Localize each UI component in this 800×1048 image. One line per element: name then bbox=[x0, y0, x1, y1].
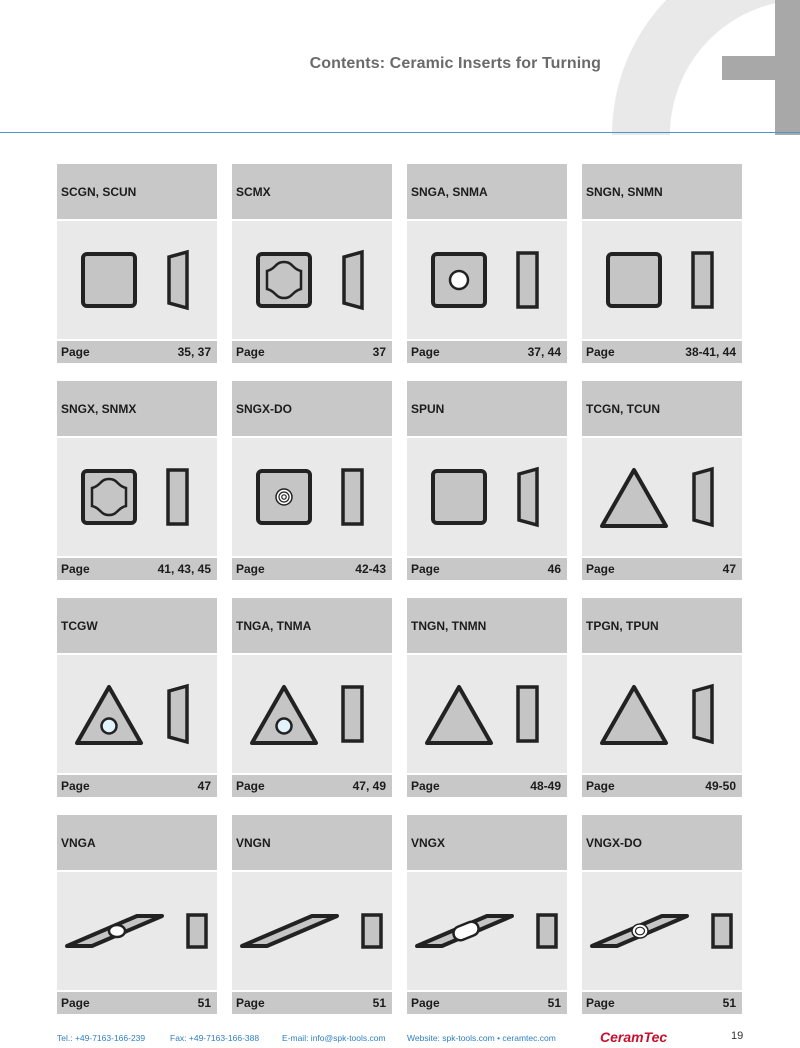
straight-side-profile-icon bbox=[343, 470, 362, 524]
page-label: Page bbox=[61, 996, 90, 1010]
square-hole-insert-icon bbox=[433, 254, 485, 306]
insert-page-ref[interactable] bbox=[407, 773, 567, 797]
insert-illustration bbox=[582, 870, 742, 990]
straight-side-profile-icon bbox=[518, 687, 537, 741]
rhombic-hole-insert-icon bbox=[67, 916, 162, 946]
tapered-side-profile-icon bbox=[169, 252, 187, 308]
insert-drawing bbox=[407, 655, 567, 773]
insert-code: VNGA bbox=[57, 815, 217, 870]
insert-card[interactable] bbox=[232, 381, 392, 582]
page-numbers: 42-43 bbox=[355, 562, 386, 576]
insert-page-ref[interactable] bbox=[57, 339, 217, 363]
insert-code: SPUN bbox=[407, 381, 567, 436]
insert-card[interactable] bbox=[57, 598, 217, 799]
insert-page-ref[interactable] bbox=[407, 556, 567, 580]
insert-drawing bbox=[57, 438, 217, 556]
tapered-side-profile-icon bbox=[169, 686, 187, 742]
square-chipbreaker-insert-icon bbox=[83, 471, 135, 523]
insert-card[interactable] bbox=[57, 164, 217, 365]
square-countersink-insert-icon bbox=[258, 471, 310, 523]
insert-illustration bbox=[57, 653, 217, 773]
page-numbers: 47 bbox=[722, 562, 736, 576]
insert-code: TNGA, TNMA bbox=[232, 598, 392, 653]
insert-page-ref[interactable] bbox=[57, 990, 217, 1014]
page-label: Page bbox=[411, 562, 440, 576]
insert-illustration bbox=[582, 653, 742, 773]
straight-side-profile-icon bbox=[538, 915, 556, 947]
triangle-hole-insert-icon bbox=[77, 687, 141, 743]
page-title: Contents: Ceramic Inserts for Turning bbox=[309, 55, 601, 72]
insert-page-ref[interactable] bbox=[582, 990, 742, 1014]
insert-drawing bbox=[582, 221, 742, 339]
insert-drawing bbox=[582, 872, 742, 990]
page-label: Page bbox=[236, 779, 265, 793]
insert-drawing bbox=[232, 655, 392, 773]
tapered-side-profile-icon bbox=[694, 686, 712, 742]
tapered-side-profile-icon bbox=[519, 469, 537, 525]
page-numbers: 51 bbox=[372, 996, 386, 1010]
page-numbers: 48-49 bbox=[530, 779, 561, 793]
insert-code: VNGX-DO bbox=[582, 815, 742, 870]
insert-grid bbox=[57, 164, 742, 1016]
insert-illustration bbox=[407, 436, 567, 556]
triangle-insert-icon bbox=[427, 687, 491, 743]
triangle-insert-icon bbox=[602, 470, 666, 526]
square-insert-icon bbox=[83, 254, 135, 306]
insert-code: TPGN, TPUN bbox=[582, 598, 742, 653]
header-rule bbox=[0, 132, 800, 133]
page-label: Page bbox=[61, 562, 90, 576]
insert-card[interactable] bbox=[582, 598, 742, 799]
insert-illustration bbox=[57, 219, 217, 339]
insert-drawing bbox=[57, 655, 217, 773]
insert-drawing bbox=[57, 221, 217, 339]
page-label: Page bbox=[411, 345, 440, 359]
insert-page-ref[interactable] bbox=[232, 556, 392, 580]
insert-drawing bbox=[232, 872, 392, 990]
insert-page-ref[interactable] bbox=[57, 556, 217, 580]
square-insert-icon bbox=[433, 471, 485, 523]
page-label: Page bbox=[236, 345, 265, 359]
insert-card[interactable] bbox=[582, 381, 742, 582]
insert-card[interactable] bbox=[232, 815, 392, 1016]
insert-code: TNGN, TNMN bbox=[407, 598, 567, 653]
insert-illustration bbox=[582, 436, 742, 556]
insert-code: SCGN, SCUN bbox=[57, 164, 217, 219]
insert-code: VNGX bbox=[407, 815, 567, 870]
page-label: Page bbox=[411, 996, 440, 1010]
rhombic-chipbreaker-insert-icon bbox=[417, 916, 512, 946]
insert-illustration bbox=[57, 870, 217, 990]
insert-page-ref[interactable] bbox=[582, 339, 742, 363]
insert-code: SCMX bbox=[232, 164, 392, 219]
insert-drawing bbox=[232, 438, 392, 556]
insert-drawing bbox=[407, 438, 567, 556]
insert-drawing bbox=[232, 221, 392, 339]
insert-card[interactable] bbox=[407, 164, 567, 365]
insert-drawing bbox=[582, 655, 742, 773]
insert-code: SNGA, SNMA bbox=[407, 164, 567, 219]
straight-side-profile-icon bbox=[363, 915, 381, 947]
page-numbers: 37 bbox=[372, 345, 386, 359]
insert-card[interactable] bbox=[407, 815, 567, 1016]
insert-page-ref[interactable] bbox=[582, 773, 742, 797]
straight-side-profile-icon bbox=[188, 915, 206, 947]
footer-tel[interactable]: Tel.: +49-7163-166-239 bbox=[57, 1033, 146, 1043]
insert-illustration bbox=[407, 870, 567, 990]
insert-page-ref[interactable] bbox=[407, 339, 567, 363]
straight-side-profile-icon bbox=[693, 253, 712, 307]
insert-page-ref[interactable] bbox=[407, 990, 567, 1014]
page-number: 19 bbox=[731, 1030, 744, 1042]
insert-code: SNGX, SNMX bbox=[57, 381, 217, 436]
triangle-hole-insert-icon bbox=[252, 687, 316, 743]
insert-illustration bbox=[582, 219, 742, 339]
page-label: Page bbox=[586, 345, 615, 359]
page-numbers: 47 bbox=[197, 779, 211, 793]
insert-illustration bbox=[57, 436, 217, 556]
insert-card[interactable] bbox=[582, 164, 742, 365]
straight-side-profile-icon bbox=[713, 915, 731, 947]
page-label: Page bbox=[236, 996, 265, 1010]
page-numbers: 51 bbox=[722, 996, 736, 1010]
tapered-side-profile-icon bbox=[694, 469, 712, 525]
square-insert-icon bbox=[608, 254, 660, 306]
insert-illustration bbox=[232, 436, 392, 556]
page-label: Page bbox=[236, 562, 265, 576]
insert-drawing bbox=[57, 872, 217, 990]
rhombic-insert-icon bbox=[242, 916, 337, 946]
page-label: Page bbox=[61, 779, 90, 793]
tapered-side-profile-icon bbox=[344, 252, 362, 308]
footer-website[interactable]: Website: spk-tools.com • ceramtec.com bbox=[407, 1033, 556, 1043]
insert-card[interactable] bbox=[57, 381, 217, 582]
page-label: Page bbox=[586, 562, 615, 576]
insert-code: VNGN bbox=[232, 815, 392, 870]
page-label: Page bbox=[61, 345, 90, 359]
insert-code: SNGN, SNMN bbox=[582, 164, 742, 219]
page-numbers: 49-50 bbox=[705, 779, 736, 793]
square-chipbreaker-insert-icon bbox=[258, 254, 310, 306]
page-numbers: 37, 44 bbox=[527, 345, 561, 359]
page-numbers: 51 bbox=[197, 996, 211, 1010]
page-label: Page bbox=[586, 779, 615, 793]
insert-page-ref[interactable] bbox=[232, 339, 392, 363]
page-numbers: 51 bbox=[547, 996, 561, 1010]
insert-card[interactable] bbox=[407, 598, 567, 799]
insert-drawing bbox=[582, 438, 742, 556]
page-numbers: 41, 43, 45 bbox=[157, 562, 211, 576]
ceramtec-logo: CeramTec bbox=[600, 1029, 668, 1045]
insert-page-ref[interactable] bbox=[232, 990, 392, 1014]
insert-card[interactable] bbox=[232, 598, 392, 799]
page-numbers: 38-41, 44 bbox=[685, 345, 736, 359]
insert-drawing bbox=[407, 872, 567, 990]
insert-illustration bbox=[232, 219, 392, 339]
insert-card[interactable] bbox=[57, 815, 217, 1016]
page-numbers: 46 bbox=[547, 562, 561, 576]
insert-code: TCGW bbox=[57, 598, 217, 653]
insert-card[interactable] bbox=[407, 381, 567, 582]
straight-side-profile-icon bbox=[168, 470, 187, 524]
rhombic-countersink-insert-icon bbox=[592, 916, 687, 946]
insert-illustration bbox=[407, 653, 567, 773]
footer-fax[interactable]: Fax: +49-7163-166-388 bbox=[170, 1033, 260, 1043]
insert-page-ref[interactable] bbox=[232, 773, 392, 797]
straight-side-profile-icon bbox=[343, 687, 362, 741]
page-numbers: 47, 49 bbox=[352, 779, 386, 793]
straight-side-profile-icon bbox=[518, 253, 537, 307]
footer-email[interactable]: E-mail: info@spk-tools.com bbox=[282, 1033, 386, 1043]
insert-card[interactable] bbox=[232, 164, 392, 365]
insert-illustration bbox=[232, 653, 392, 773]
insert-card[interactable] bbox=[582, 815, 742, 1016]
page-numbers: 35, 37 bbox=[177, 345, 211, 359]
page-label: Page bbox=[411, 779, 440, 793]
triangle-insert-icon bbox=[602, 687, 666, 743]
insert-code: TCGN, TCUN bbox=[582, 381, 742, 436]
insert-illustration bbox=[407, 219, 567, 339]
insert-page-ref[interactable] bbox=[57, 773, 217, 797]
page-label: Page bbox=[586, 996, 615, 1010]
insert-page-ref[interactable] bbox=[582, 556, 742, 580]
insert-drawing bbox=[407, 221, 567, 339]
insert-code: SNGX-DO bbox=[232, 381, 392, 436]
insert-illustration bbox=[232, 870, 392, 990]
